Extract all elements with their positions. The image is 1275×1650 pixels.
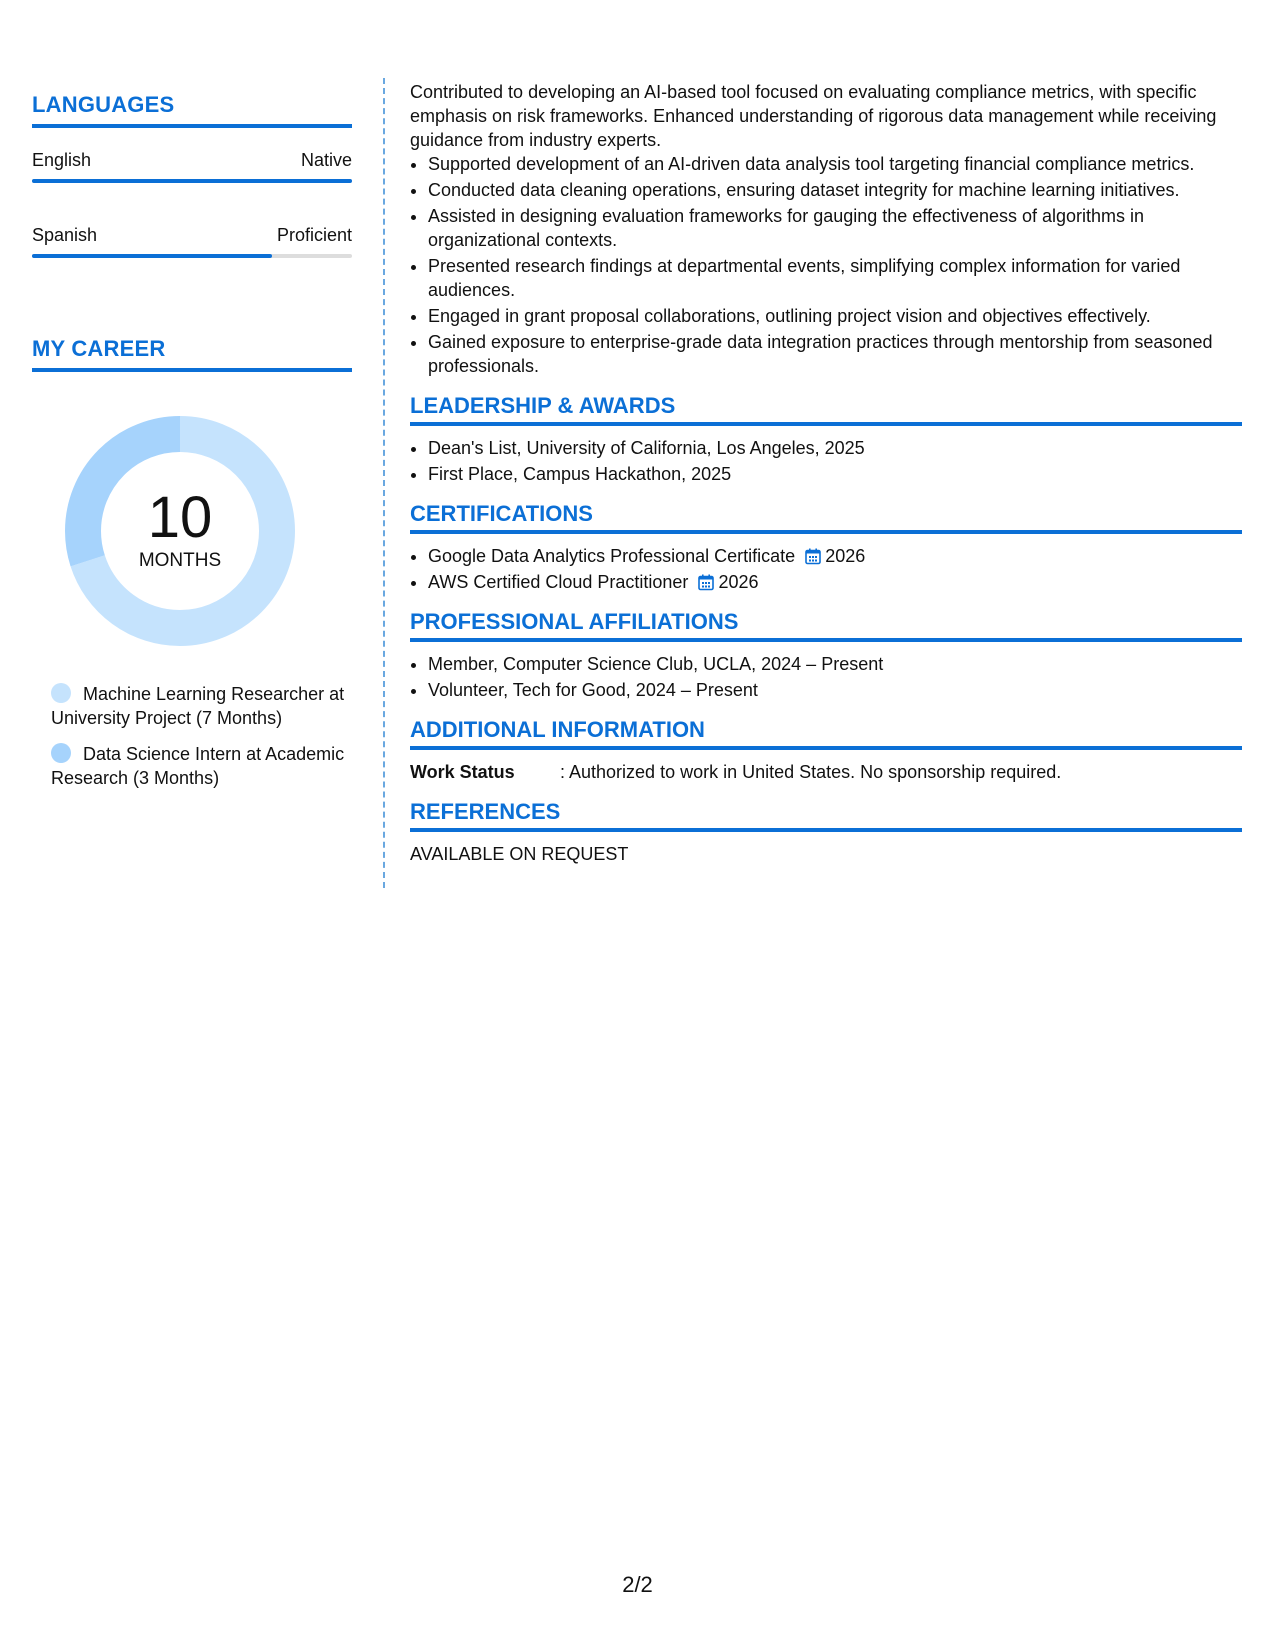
experience-bullet: • Assisted in designing evaluation frameworks for gauging the effectiveness of algorithms in organizational contexts.: [428, 204, 1242, 252]
experience-bullets: [410, 152, 1242, 378]
language-level: Proficient: [276, 225, 352, 245]
language-bar: [32, 179, 352, 183]
career-legend-item: [51, 742, 352, 790]
affiliation-item: • Member, Computer Science Club, UCLA, 2024 – Present: [428, 652, 1242, 676]
awards-title: LEADERSHIP & AWARDS: [410, 394, 1242, 426]
calendar-icon: [698, 574, 714, 591]
certifications-list: [410, 544, 1242, 594]
certification-name: Google Data Analytics Professional Certificate: [428, 546, 796, 566]
experience-bullet: • Gained exposure to enterprise-grade data integration practices through mentorship from seasoned professionals.: [428, 330, 1242, 378]
language-english: [32, 150, 352, 183]
left-column: [32, 92, 352, 802]
experience-summary: Contributed to developing an AI-based tool focused on evaluating compliance metrics, with specific emphasis on risk frameworks. Enhanced understanding of rigorous data management while receiving guidance from industry experts.: [410, 82, 1217, 150]
references-title: REFERENCES: [410, 800, 1242, 832]
experience-bullet: • Presented research findings at departmental events, simplifying complex information for varied audiences.: [428, 254, 1242, 302]
language-bar-fill: [32, 179, 352, 183]
career-total-unit: MONTHS: [138, 550, 222, 571]
certification-item: [428, 570, 1242, 594]
affiliations-list: [410, 652, 1242, 702]
work-status-value: : Authorized to work in United States. No sponsorship required.: [560, 762, 1062, 782]
certification-name: AWS Certified Cloud Practitioner: [428, 572, 689, 592]
certification-year: 2026: [718, 572, 759, 592]
language-name: English: [32, 150, 92, 170]
column-divider: [383, 78, 385, 888]
right-column: [410, 80, 1242, 866]
calendar-icon: [805, 548, 821, 565]
experience-bullet: • Conducted data cleaning operations, ensuring dataset integrity for machine learning initiatives.: [428, 178, 1242, 202]
career-donut-center: [65, 416, 295, 646]
certification-year: 2026: [825, 546, 866, 566]
certifications-title: CERTIFICATIONS: [410, 502, 1242, 534]
languages-title: LANGUAGES: [32, 92, 352, 128]
career-legend: [32, 682, 352, 790]
affiliations-title: PROFESSIONAL AFFILIATIONS: [410, 610, 1242, 642]
legend-dot: [51, 683, 71, 703]
work-status-label: Work Status: [410, 762, 515, 782]
experience-bullet: • Supported development of an AI-driven data analysis tool targeting financial compliance metrics.: [428, 152, 1242, 176]
award-item: • Dean's List, University of California, Los Angeles, 2025: [428, 436, 1242, 460]
awards-list: [410, 436, 1242, 486]
legend-label: Machine Learning Researcher at University Project (7 Months): [51, 684, 345, 728]
certification-item: [428, 544, 1242, 568]
award-item: • First Place, Campus Hackathon, 2025: [428, 462, 1242, 486]
language-bar-fill: [32, 254, 272, 258]
career-legend-item: [51, 682, 352, 730]
work-status-row: [410, 760, 1242, 784]
legend-label: Data Science Intern at Academic Research (3 Months): [51, 744, 345, 788]
page-number: 2/2: [622, 1572, 653, 1597]
language-bar: [32, 254, 352, 258]
language-spanish: [32, 225, 352, 258]
legend-dot: [51, 743, 71, 763]
references-value: AVAILABLE ON REQUEST: [410, 844, 629, 864]
affiliation-item: • Volunteer, Tech for Good, 2024 – Present: [428, 678, 1242, 702]
career-donut-chart: [65, 416, 295, 646]
experience-bullet: • Engaged in grant proposal collaborations, outlining project vision and objectives effectively.: [428, 304, 1242, 328]
career-title: MY CAREER: [32, 336, 352, 372]
language-level: Native: [300, 150, 352, 170]
career-total-value: 10: [147, 485, 213, 550]
additional-info-title: ADDITIONAL INFORMATION: [410, 718, 1242, 750]
language-name: Spanish: [32, 225, 98, 245]
